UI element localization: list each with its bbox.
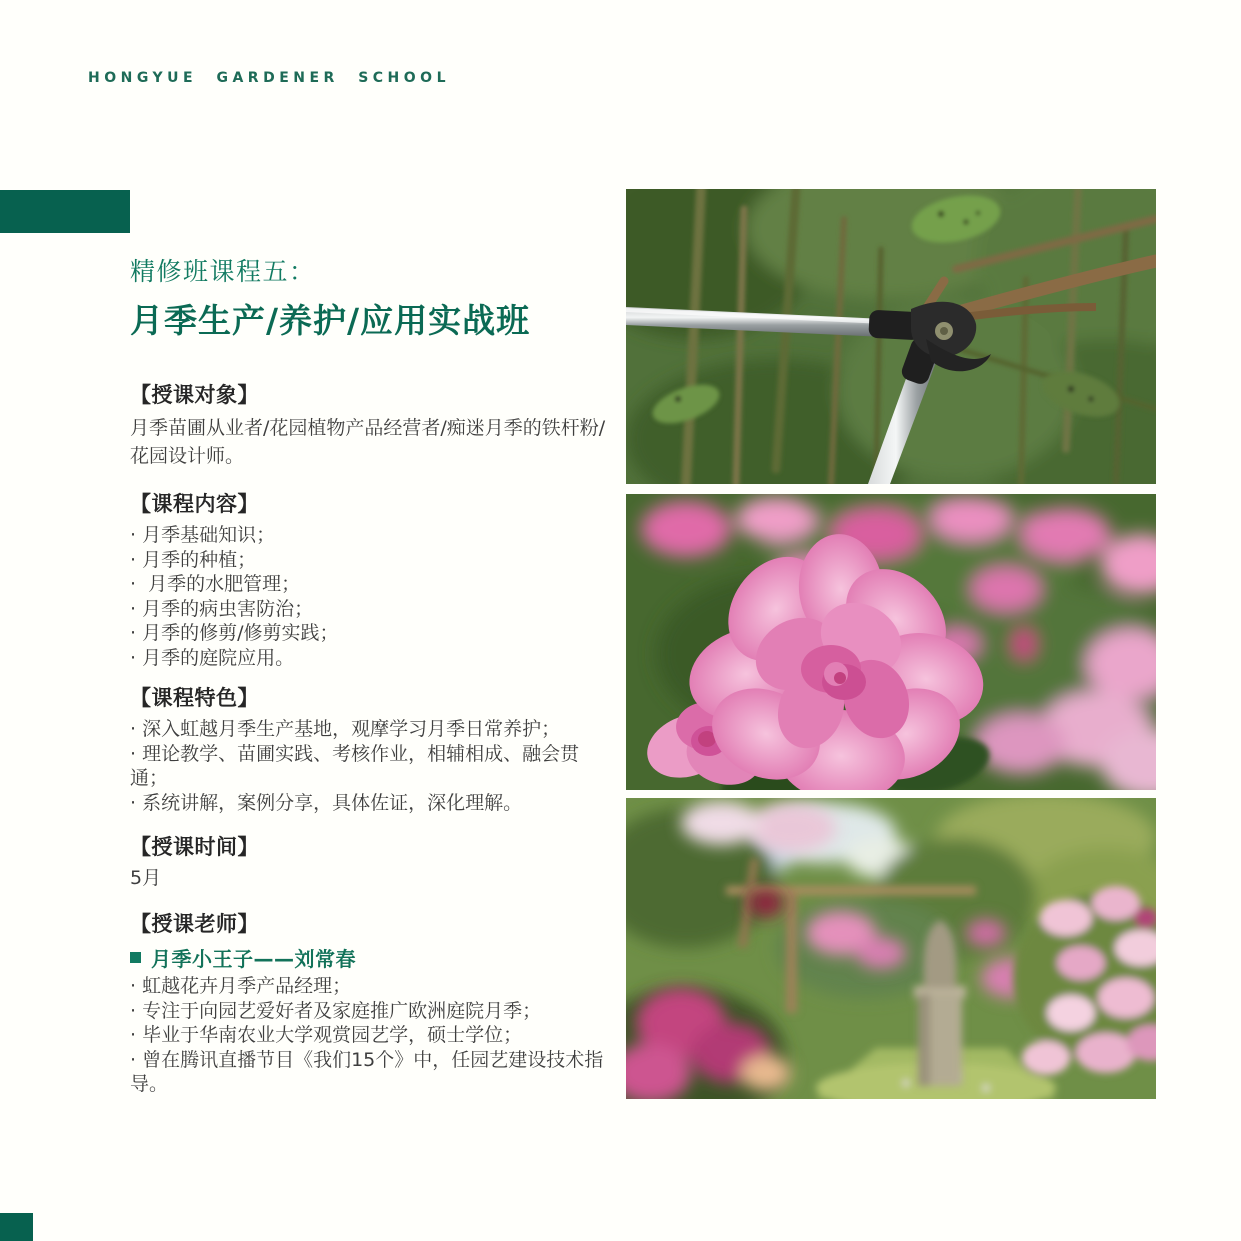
content-item: · 月季的种植； [130,548,257,571]
feature-item: · 理论教学、苗圃实践、考核作业，相辅相成、融会贯通； [130,742,580,789]
teacher-name: 月季小王子——刘常春 [151,947,356,971]
teacher-heading: 【授课老师】 [130,912,259,936]
square-bullet-icon [130,952,141,963]
rose-garden-path-photo [626,798,1156,1099]
content-item: · 月季基础知识； [130,524,276,546]
photo-column [626,189,1156,1099]
course-title: 月季生产/养护/应用实战班 [130,301,531,340]
course-number-label: 精修班课程五： [130,257,316,286]
course-content-section [130,488,608,670]
content-item: · 月季的病虫害防治； [130,597,314,620]
content-item: · 月季的水肥管理； [130,573,301,595]
school-logo: HONGYUE GARDENER SCHOOL [88,70,450,86]
content-item: · 月季的修剪/修剪实践； [130,622,339,644]
course-features-section [130,682,608,815]
audience-section [130,379,608,470]
course-info-column [130,252,608,1097]
pink-rose-field-photo [626,494,1156,790]
course-content-heading: 【课程内容】 [130,492,259,516]
schedule-heading: 【授课时间】 [130,835,259,859]
content-item: · 月季的庭院应用。 [130,646,295,669]
audience-line: 月季苗圃从业者/花园植物产品经营者/痴迷月季的铁杆粉/ [130,417,606,439]
schedule-value: 5月 [130,867,162,889]
teacher-item: · 虹越花卉月季产品经理； [130,975,352,997]
pruning-shears-photo [626,189,1156,484]
green-accent-bar [0,190,130,233]
teacher-item: · 曾在腾讯直播节目《我们15个》中，任园艺建设技术指导。 [130,1048,604,1095]
teacher-section [130,908,608,1097]
course-features-heading: 【课程特色】 [130,686,259,710]
audience-line: 花园设计师。 [130,445,245,467]
corner-accent-block [0,1213,33,1241]
feature-item: · 系统讲解，案例分享，具体佐证，深化理解。 [130,791,523,814]
teacher-name-highlight [130,943,608,972]
teacher-item: · 毕业于华南农业大学观赏园艺学，硕士学位； [130,1024,523,1046]
teacher-item: · 专注于向园艺爱好者及家庭推广欧洲庭院月季； [130,999,542,1022]
audience-heading: 【授课对象】 [130,383,259,407]
feature-item: · 深入虹越月季生产基地，观摩学习月季日常养护； [130,718,561,740]
schedule-section [130,831,608,890]
